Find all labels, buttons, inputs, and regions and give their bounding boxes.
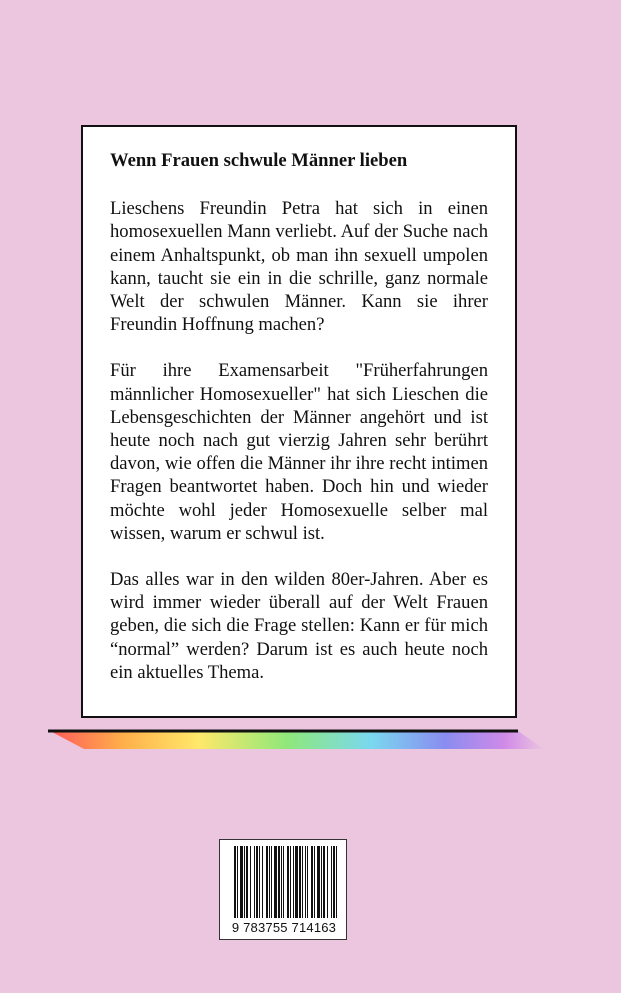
barcode-bar — [290, 846, 291, 918]
barcode-bar — [274, 846, 277, 918]
barcode-bar — [333, 846, 335, 918]
barcode-bar — [262, 846, 263, 918]
barcode-bar — [240, 846, 243, 918]
barcode-bar — [244, 846, 245, 918]
blurb-box — [81, 125, 517, 718]
barcode-bar — [281, 846, 282, 918]
isbn-number: 9 783755 714163 — [231, 920, 337, 935]
barcode-bar — [327, 846, 328, 918]
barcode-bar — [234, 846, 236, 918]
isbn-barcode — [219, 839, 347, 940]
blurb-paragraph-2: Für ihre Examensarbeit "Früherfahrungen männlicher Homosexueller" hat sich Lieschen die Lebensgeschichten der Männer angehört und ist heute noch nach gut vierzig Jahren sehr berührt davon, wie offen die Männer ihr ihre recht intimen Fragen beantwortet haben. Doch hin und wieder möchte wohl jeder Homosexuelle selber mal wissen, warum er schwul ist. — [110, 360, 488, 544]
blurb-paragraph-1: Lieschens Freundin Petra hat sich in einen homosexuellen Mann verliebt. Auf der Suche nach einem Anhaltspunkt, ob man ihn sexuell umpolen kann, taucht sie ein in die schrille, ganz normale Welt der schwulen Männer. Kann sie ihrer Freundin Hoffnung machen? — [110, 198, 488, 336]
barcode-bar — [287, 846, 289, 918]
barcode-bar — [254, 846, 255, 918]
barcode-bar — [295, 846, 298, 918]
barcode-bar — [323, 846, 325, 918]
blurb-paragraph-3: Das alles war in den wilden 80er-Jahren. Aber es wird immer wieder überall auf der Welt Frauen geben, die sich die Frage stellen: Kann er für mich “normal” werden? Darum ist es auch heute noch ein aktuelles Thema. — [110, 569, 488, 683]
barcode-bar — [307, 846, 308, 918]
barcode-bar — [317, 846, 320, 918]
barcode-bar — [311, 846, 313, 918]
barcode-bar — [331, 846, 332, 918]
barcode-bar — [305, 846, 306, 918]
barcode-bar — [269, 846, 270, 918]
barcode-bar — [256, 846, 258, 918]
barcode-bar — [250, 846, 251, 918]
book-title: Wenn Frauen schwule Männer lieben — [110, 150, 408, 171]
barcode-bar — [299, 846, 301, 918]
blurb-content — [110, 149, 488, 707]
barcode-bar — [271, 846, 272, 918]
barcode-bar — [259, 846, 260, 918]
barcode-bar — [266, 846, 268, 918]
barcode-bar — [293, 846, 294, 918]
barcode-bar — [237, 846, 238, 918]
barcode-bar — [283, 846, 284, 918]
barcode-bar — [336, 846, 337, 918]
barcode-bar — [246, 846, 248, 918]
barcode-bar — [302, 846, 303, 918]
barcode-bar — [321, 846, 322, 918]
barcode-bars — [220, 840, 348, 922]
rainbow-stripe — [48, 729, 548, 751]
barcode-bar — [278, 846, 280, 918]
barcode-bar — [314, 846, 315, 918]
